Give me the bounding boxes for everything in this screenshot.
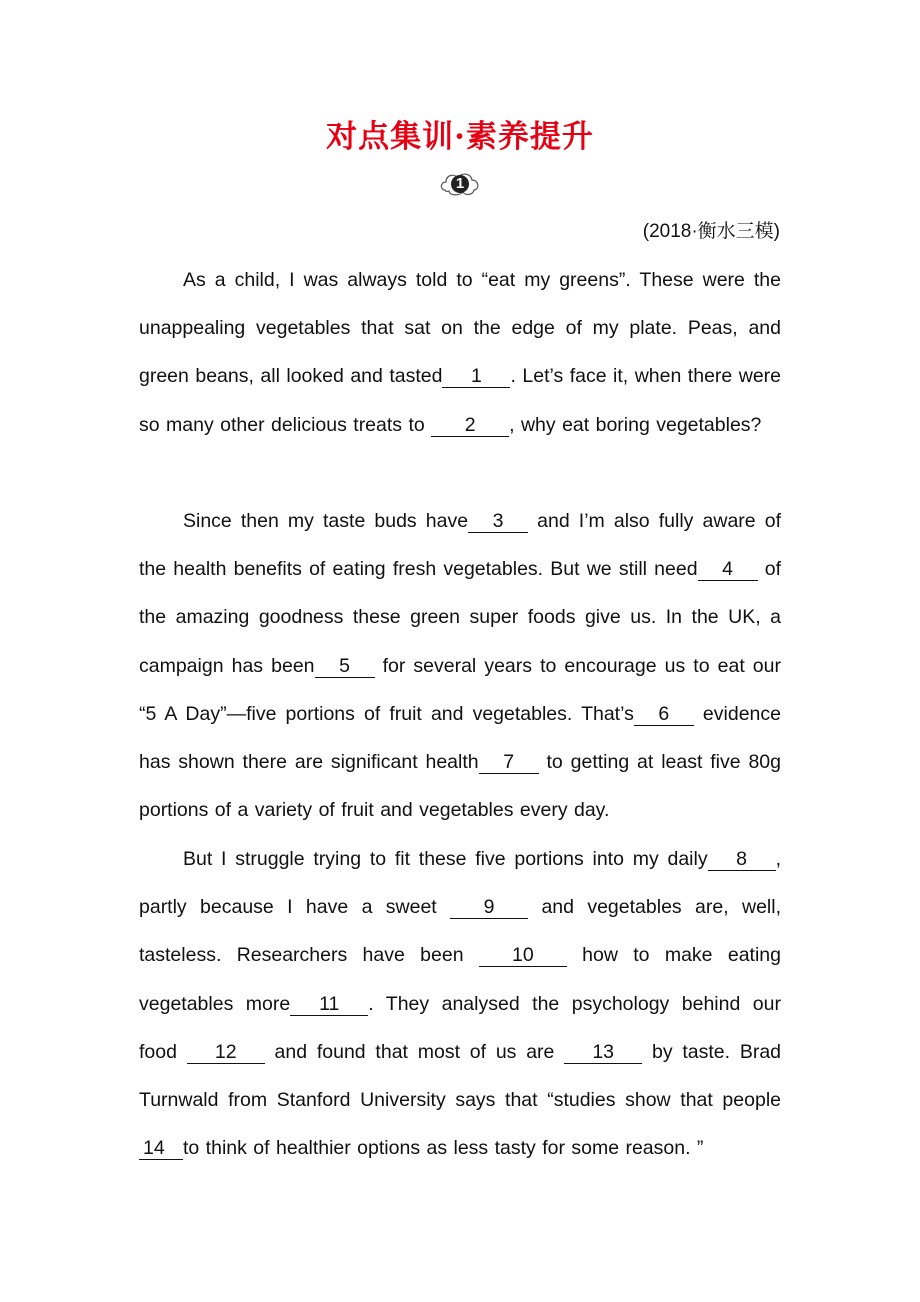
- text-segment: for several years to encourage us to eat our “5 A Day”—five portions of fruit and vegetables. That’s: [139, 654, 781, 725]
- blank-2: 2: [431, 414, 509, 437]
- blank-4: 4: [698, 558, 758, 581]
- paragraph-1: [139, 256, 781, 449]
- blank-6: 6: [634, 703, 694, 726]
- text-segment: As a child, I was always told to “eat my greens”. These were the unappealing vegetables that sat on the edge of my plate. Peas, and green beans, all looked and tasted: [139, 269, 781, 388]
- blank-12: 12: [187, 1041, 265, 1064]
- text-segment: and I’m also fully aware of the health benefits of eating fresh vegetables. But we still need: [139, 510, 781, 581]
- source-citation: (2018·衡水三模): [642, 221, 780, 242]
- paragraph-3: [139, 835, 781, 1172]
- paragraph-2: [139, 497, 781, 834]
- blank-14: 14: [139, 1137, 183, 1160]
- blank-5: 5: [315, 655, 375, 678]
- section-title: 对点集训·素养提升: [326, 119, 594, 155]
- badge-number: 1: [455, 175, 465, 192]
- blank-1: 1: [442, 365, 510, 388]
- text-segment: to think of healthier options as less tasty for some reason. ”: [183, 1137, 704, 1160]
- text-segment: But I struggle trying to fit these five portions into my daily: [183, 848, 708, 870]
- question-number-badge: [439, 170, 481, 198]
- text-segment: Since then my taste buds have: [183, 510, 469, 532]
- blank-8: 8: [708, 848, 776, 871]
- text-segment: to getting at least five 80g portions of a variety of fruit and vegetables every day.: [139, 751, 782, 822]
- blank-7: 7: [479, 751, 539, 774]
- text-segment: evidence has shown there are significant health: [139, 702, 781, 774]
- blank-10: 10: [479, 944, 567, 967]
- text-segment: . Let’s face it, when there were so many other delicious treats to: [139, 365, 782, 436]
- blank-13: 13: [564, 1041, 642, 1064]
- blank-9: 9: [450, 896, 528, 919]
- text-segment: how to make eating vegetables more: [139, 944, 781, 1015]
- text-segment: . They analysed the psychology behind our food: [139, 992, 781, 1063]
- blank-11: 11: [290, 993, 368, 1016]
- text-segment: , why eat boring vegetables?: [509, 413, 762, 436]
- blank-3: 3: [468, 510, 528, 533]
- text-segment: and vegetables are, well, tasteless. Researchers have been: [139, 896, 781, 967]
- text-segment: , partly because I have a sweet: [139, 848, 781, 919]
- text-segment: of the amazing goodness these green super foods give us. In the UK, a campaign has been: [139, 558, 782, 677]
- text-segment: and found that most of us are: [264, 1040, 565, 1063]
- text-segment: by taste. Brad Turnwald from Stanford University says that “studies show that people: [139, 1040, 782, 1112]
